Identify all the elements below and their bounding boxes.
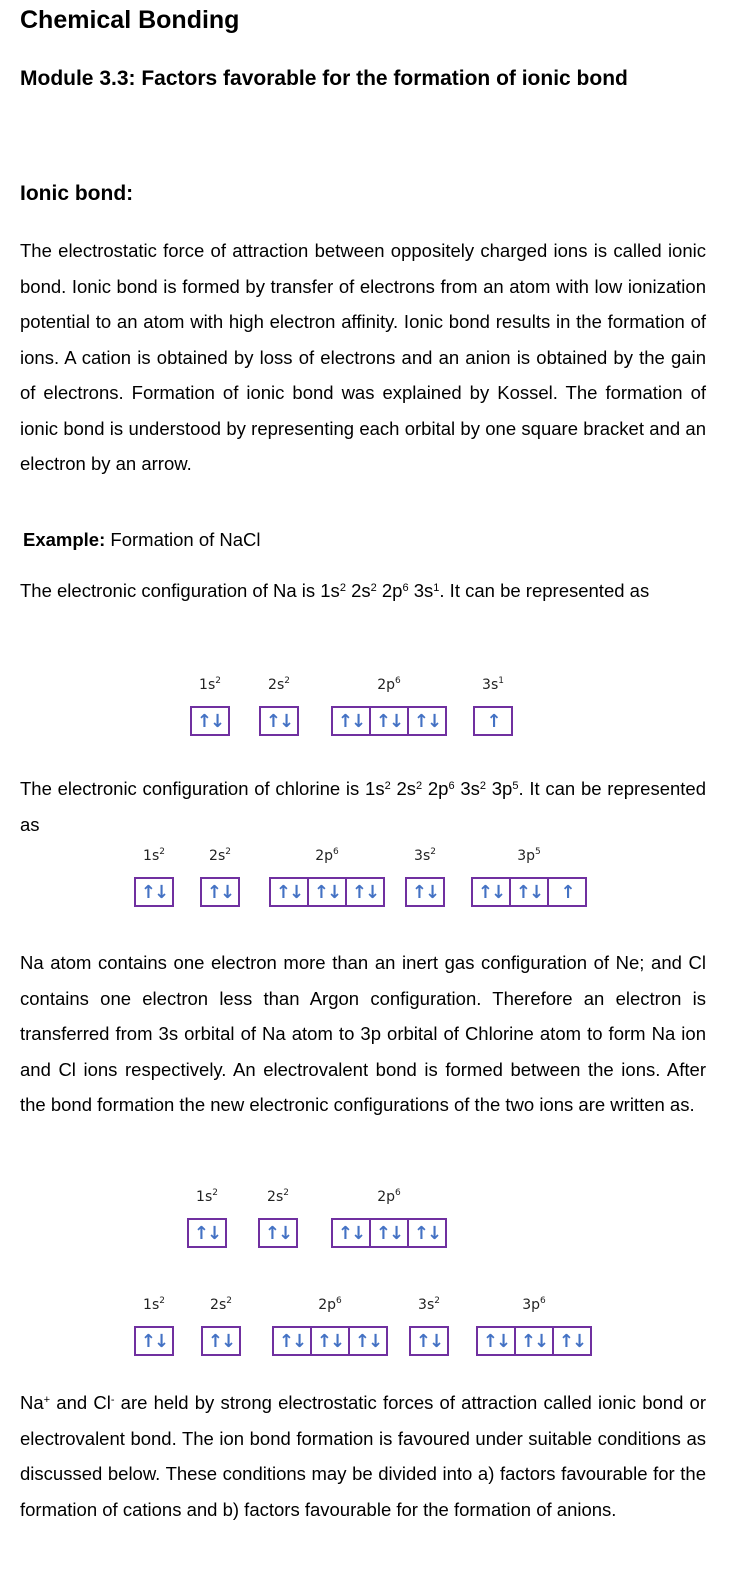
orbital-box-arrows: ↑↓ xyxy=(337,1222,365,1244)
orbital-label-sup: 2 xyxy=(283,1188,289,1198)
orbital-label-sup: 2 xyxy=(212,1188,218,1198)
orbital-label xyxy=(272,1297,388,1313)
ionic-bond-conditions-paragraph xyxy=(20,1385,706,1527)
orbital-superscript: 5 xyxy=(512,780,519,792)
na-config-prefix: The electronic configuration of Na is xyxy=(20,580,321,601)
na-charge: + xyxy=(43,1394,51,1406)
orbital-label-text: 2s xyxy=(210,1297,227,1313)
orbital-box-arrows: ↑↓ xyxy=(337,710,365,732)
orbital-boxes xyxy=(134,1326,174,1356)
orbital-label-sup: 6 xyxy=(395,676,401,686)
orbital-label-sup: 2 xyxy=(434,1296,440,1306)
orbital-boxes xyxy=(190,706,230,736)
orbital-label-text: 1s xyxy=(143,1297,160,1313)
orbital-box-arrows: ↑↓ xyxy=(415,1330,443,1352)
orbital-label-text: 3p xyxy=(522,1297,541,1313)
orbital-box-arrows: ↑↓ xyxy=(509,879,547,905)
orbital-label xyxy=(134,848,174,864)
orbital-label-text: 2p xyxy=(377,1189,396,1205)
orbital-boxes xyxy=(201,1326,241,1356)
orbital-box-arrows: ↑↓ xyxy=(265,710,293,732)
orbital-box-arrows: ↑ xyxy=(486,710,500,732)
orbital-label-text: 2p xyxy=(318,1297,337,1313)
orbital-label-sup: 2 xyxy=(215,676,221,686)
orbital-term: 3s xyxy=(408,580,434,601)
orbital-box-arrows: ↑↓ xyxy=(278,1330,306,1352)
orbital-label xyxy=(187,1189,227,1205)
orbital-boxes xyxy=(473,706,513,736)
orbital-label-text: 2s xyxy=(209,848,226,864)
orbital-label-sup: 5 xyxy=(535,847,541,857)
orbital-label xyxy=(471,848,587,864)
orbital-boxes xyxy=(471,877,587,907)
orbital-boxes xyxy=(134,877,174,907)
orbital-box-arrows: ↑↓ xyxy=(348,1328,386,1354)
orbital-boxes xyxy=(200,877,240,907)
orbital-label-text: 3s xyxy=(482,677,499,693)
ionic-bond-paragraph: The electrostatic force of attraction between oppositely charged ions is called ionic bond. Ionic bond is formed by transfer of electrons from an atom with low ionization potential to an atom with high electron affinity. Ionic bond results in the formation of ions. A cation is obtained by loss of electrons and an anion is obtained by the gain of electrons. Formation of ionic bond was explained by Kossel. The formation of ionic bond is understood by representing each orbital by one square bracket and an electron by an arrow. xyxy=(20,240,706,474)
module-heading: Module 3.3: Factors favorable for the formation of ionic bond xyxy=(20,67,628,90)
section-heading: Ionic bond: xyxy=(20,182,134,205)
na-config-suffix: . It can be represented as xyxy=(439,580,650,601)
orbital-label-text: 1s xyxy=(199,677,216,693)
example-line xyxy=(23,528,261,552)
orbital-label-sup: 6 xyxy=(333,847,339,857)
orbital-box-arrows: ↑↓ xyxy=(140,881,168,903)
orbital-box-arrows: ↑↓ xyxy=(477,881,505,903)
orbital-label-sup: 2 xyxy=(226,1296,232,1306)
orbital-term: 2p xyxy=(376,580,403,601)
orbital-label-text: 1s xyxy=(143,848,160,864)
orbital-label xyxy=(476,1297,592,1313)
orbital-box-arrows: ↑↓ xyxy=(310,1328,348,1354)
orbital-label-text: 3p xyxy=(517,848,536,864)
orbital-label-sup: 2 xyxy=(284,676,290,686)
orbital-label-text: 2s xyxy=(268,677,285,693)
orbital-label xyxy=(201,1297,241,1313)
electron-transfer-paragraph: Na atom contains one electron more than an inert gas configuration of Ne; and Cl contains one electron less than Argon configuration. Therefore an electron is transferred from 3s orbital of Na atom to 3p orbital of Chlorine atom to form Na ion and Cl ions respectively. An electrovalent bond is formed between the ions. After the bond formation the new electronic configurations of the two ions are written as. xyxy=(20,952,706,1115)
orbital-boxes xyxy=(331,1218,447,1248)
orbital-box-arrows: ↑↓ xyxy=(196,710,224,732)
orbital-superscript: 6 xyxy=(448,780,455,792)
orbital-label xyxy=(269,848,385,864)
orbital-label-text: 3s xyxy=(418,1297,435,1313)
orbital-box-arrows: ↑↓ xyxy=(514,1328,552,1354)
orbital-superscript: 2 xyxy=(384,780,391,792)
orbital-boxes xyxy=(476,1326,592,1356)
orbital-label-sup: 6 xyxy=(336,1296,342,1306)
orbital-label xyxy=(190,677,230,693)
orbital-box-arrows: ↑↓ xyxy=(206,881,234,903)
orbital-label xyxy=(134,1297,174,1313)
orbital-label-sup: 2 xyxy=(159,847,165,857)
orbital-label xyxy=(200,848,240,864)
orbital-label xyxy=(405,848,445,864)
orbital-boxes xyxy=(259,706,299,736)
orbital-term: 2p xyxy=(422,778,449,799)
orbital-box-arrows: ↑↓ xyxy=(407,708,445,734)
na-config-paragraph xyxy=(20,573,706,609)
cl-symbol-text: and Cl xyxy=(50,1392,111,1413)
orbital-term: 3p xyxy=(486,778,513,799)
orbital-boxes xyxy=(331,706,447,736)
orbital-boxes xyxy=(405,877,445,907)
orbital-superscript: 2 xyxy=(339,582,346,594)
orbital-boxes xyxy=(272,1326,388,1356)
orbital-label-sup: 1 xyxy=(498,676,504,686)
orbital-box-arrows: ↑↓ xyxy=(345,879,383,905)
orbital-label-text: 2p xyxy=(377,677,396,693)
orbital-box-arrows: ↑↓ xyxy=(140,1330,168,1352)
conditions-text: are held by strong electrostatic forces of attraction called ionic bond or electrovalent bond. The ion bond formation is favoured under suitable conditions as discussed below. These conditions may be divided into a) factors favourable for the formation of cations and b) factors favourable for the formation of anions. xyxy=(20,1392,706,1520)
orbital-label-sup: 2 xyxy=(225,847,231,857)
orbital-label xyxy=(331,677,447,693)
orbital-label-text: 3s xyxy=(414,848,431,864)
orbital-box-arrows: ↑↓ xyxy=(411,881,439,903)
orbital-box-arrows: ↑↓ xyxy=(307,879,345,905)
orbital-label-sup: 6 xyxy=(395,1188,401,1198)
orbital-label-sup: 6 xyxy=(540,1296,546,1306)
cl-config-suffix: . It can be represented as xyxy=(20,778,707,835)
cl-charge: - xyxy=(110,1394,115,1406)
example-text: Formation of NaCl xyxy=(105,529,261,550)
orbital-label xyxy=(473,677,513,693)
orbital-superscript: 2 xyxy=(416,780,423,792)
orbital-label xyxy=(409,1297,449,1313)
orbital-superscript: 2 xyxy=(479,780,487,792)
orbital-box-arrows: ↑↓ xyxy=(264,1222,292,1244)
orbital-box-arrows: ↑ xyxy=(547,879,585,905)
orbital-label-sup: 2 xyxy=(159,1296,165,1306)
cl-config-paragraph xyxy=(20,771,706,842)
orbital-label-text: 2s xyxy=(267,1189,284,1205)
orbital-box-arrows: ↑↓ xyxy=(207,1330,235,1352)
orbital-label xyxy=(331,1189,447,1205)
example-label: Example: xyxy=(23,529,106,550)
orbital-boxes xyxy=(187,1218,227,1248)
orbital-term: 1s xyxy=(365,778,385,799)
orbital-term: 2s xyxy=(345,580,371,601)
orbital-superscript: 2 xyxy=(370,582,377,594)
orbital-label-sup: 2 xyxy=(430,847,436,857)
orbital-label xyxy=(259,677,299,693)
orbital-superscript: 6 xyxy=(402,582,409,594)
orbital-box-arrows: ↑↓ xyxy=(275,881,303,903)
orbital-label-text: 2p xyxy=(315,848,334,864)
page-title: Chemical Bonding xyxy=(20,6,240,34)
orbital-box-arrows: ↑↓ xyxy=(369,1220,407,1246)
orbital-box-arrows: ↑↓ xyxy=(552,1328,590,1354)
orbital-box-arrows: ↑↓ xyxy=(193,1222,221,1244)
na-symbol: Na xyxy=(20,1392,44,1413)
orbital-term: 2s xyxy=(390,778,417,799)
orbital-label xyxy=(258,1189,298,1205)
orbital-superscript: 1 xyxy=(433,582,440,594)
orbital-term: 1s xyxy=(320,580,340,601)
orbital-box-arrows: ↑↓ xyxy=(482,1330,510,1352)
cl-config-prefix: The electronic configuration of chlorine is xyxy=(20,778,366,799)
orbital-boxes xyxy=(258,1218,298,1248)
orbital-term: 3s xyxy=(454,778,480,799)
orbital-boxes xyxy=(269,877,385,907)
orbital-label-text: 1s xyxy=(196,1189,213,1205)
orbital-box-arrows: ↑↓ xyxy=(407,1220,445,1246)
orbital-box-arrows: ↑↓ xyxy=(369,708,407,734)
orbital-boxes xyxy=(409,1326,449,1356)
